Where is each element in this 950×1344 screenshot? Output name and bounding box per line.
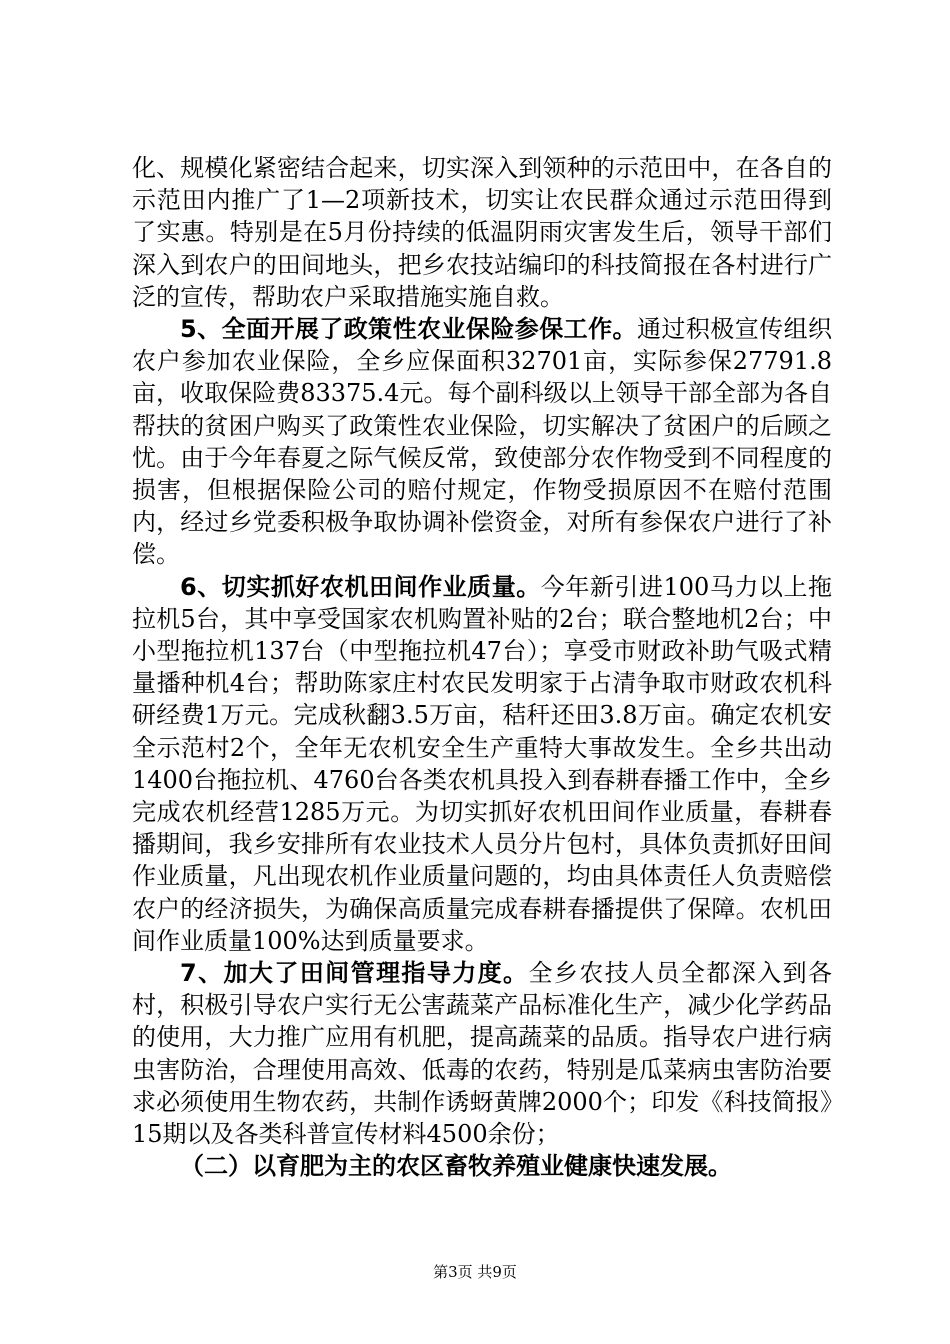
paragraph-heading: 5、全面开展了政策性农业保险参保工作。 [180,315,637,344]
paragraph-machinery [132,571,832,957]
paragraph-text: 通过积极宣传组织农户参加农业保险，全乡应保面积32701亩，实际参保27791.8亩，收取保险费83375.4元。每个副科级以上领导干部全部为各自帮扶的贫困户购买了政策性农业保险，切实解决了贫困户的后顾之忧。由于今年春夏之际气候反常，致使部分农作物受到不同程度的损害，但根据保险公司的赔付规定，作物受损原因不在赔付范围内，经过乡党委积极争取协调补偿资金，对所有参保农户进行了补偿。 [132,315,833,569]
paragraph-heading: 6、切实抓好农机田间作业质量。 [180,572,541,601]
paragraph-text: 今年新引进100马力以上拖拉机5台，其中享受国家农机购置补贴的2台；联合整地机2台；中小型拖拉机137台（中型拖拉机47台）；享受市财政补助气吸式精量播种机4台；帮助陈家庄村农民发明家于占清争取市财政农机科研经费1万元。完成秋翻3.5万亩，秸秆还田3.8万亩。确定农机安全示范村2个，全年无农机安全生产重特大事故发生。全乡共出动1400台拖拉机、4760台各类农机具投入到春耕春播工作中，全乡完成农机经营1285万元。为切实抓好农机田间作业质量，春耕春播期间，我乡安排所有农业技术人员分片包村，具体负责抓好田间作业质量，凡出现农机作业质量问题的，均由具体责任人负责赔偿农户的经济损失，为确保高质量完成春耕春播提供了保障。农机田间作业质量100%达到质量要求。 [132,572,832,955]
page-number-footer: 第3页 共9页 [433,1263,517,1281]
paragraph-text: 化、规模化紧密结合起来，切实深入到领种的示范田中，在各自的示范田内推广了1—2项新技术，切实让农民群众通过示范田得到了实惠。特别是在5月份持续的低温阴雨灾害发生后，领导干部们深入到农户的田间地头，把乡农技站编印的科技简报在各村进行广泛的宣传，帮助农户采取措施实施自救。 [132,154,832,311]
section-heading: （二）以育肥为主的农区畜牧养殖业健康快速发展。 [180,1152,732,1181]
document-body [132,152,832,1183]
paragraph-field-management [132,957,832,1150]
paragraph-text: 全乡农技人员全都深入到各村，积极引导农户实行无公害蔬菜产品标准化生产，减少化学药品的使用，大力推广应用有机肥，提高蔬菜的品质。指导农户进行病虫害防治，合理使用高效、低毒的农药，特别是瓜菜病虫害防治要求必须使用生物农药，共制作诱蚜黄牌2000个；印发《科技简报》15期以及各类科普宣传材料4500余份； [132,959,832,1149]
paragraph-continuation [132,152,832,313]
paragraph-heading: 7、加大了田间管理指导力度。 [180,959,529,988]
paragraph-insurance [132,313,832,571]
